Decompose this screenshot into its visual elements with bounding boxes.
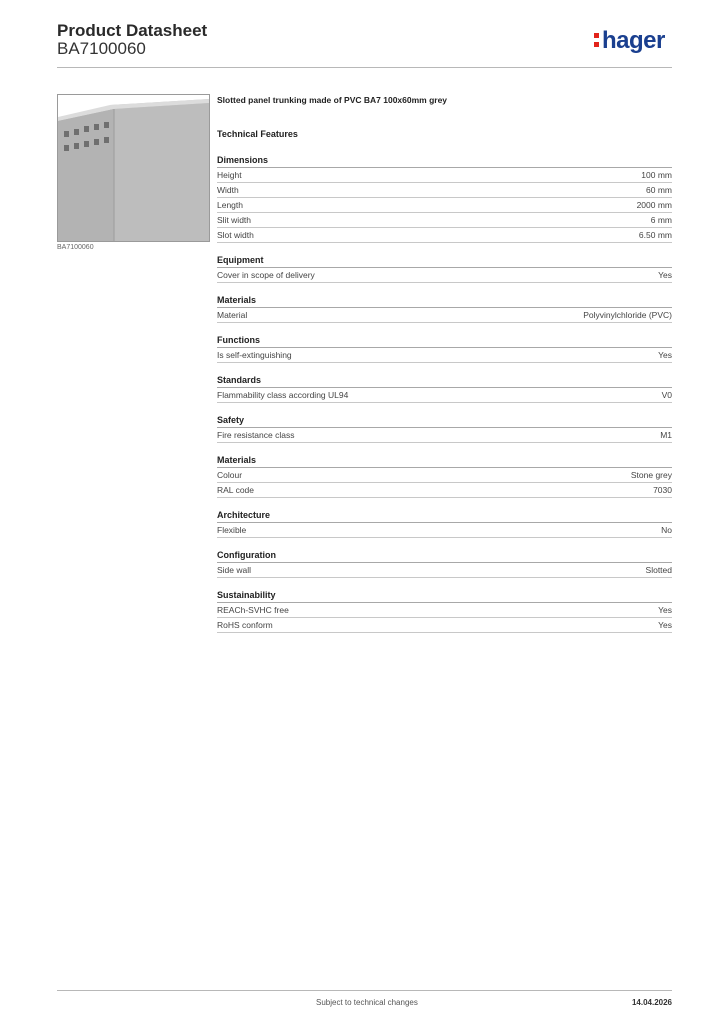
section-title: Configuration (217, 538, 672, 563)
spec-value: 2000 mm (636, 200, 672, 210)
spec-row (217, 198, 672, 213)
section-architecture (217, 498, 672, 538)
spec-value: 60 mm (646, 185, 672, 195)
spec-label: Side wall (217, 565, 252, 575)
footer-date: 14.04.2026 (631, 998, 672, 1007)
spec-row (217, 213, 672, 228)
spec-label: RoHS conform (217, 620, 273, 630)
header-divider (57, 67, 672, 68)
product-title: Slotted panel trunking made of PVC BA7 100x60mm grey (217, 95, 448, 105)
spec-row (217, 468, 672, 483)
datasheet-content (217, 95, 672, 633)
section-materials (217, 443, 672, 498)
spec-row (217, 618, 672, 633)
section-title: Safety (217, 403, 672, 428)
spec-row (217, 168, 672, 183)
spec-value: Yes (658, 270, 672, 280)
spec-label: Length (217, 200, 243, 210)
section-title: Functions (217, 323, 672, 348)
section-dimensions (217, 143, 672, 243)
footer-note: Subject to technical changes (316, 998, 418, 1007)
spec-label: Height (217, 170, 242, 180)
section-title: Sustainability (217, 578, 672, 603)
spec-label: Cover in scope of delivery (217, 270, 315, 280)
spec-label: Slit width (217, 215, 252, 225)
section-equipment (217, 243, 672, 283)
spec-value: 100 mm (641, 170, 672, 180)
spec-row (217, 483, 672, 498)
spec-label: Material (217, 310, 248, 320)
spec-row (217, 428, 672, 443)
logo-text: hager (602, 27, 665, 54)
image-caption: BA7100060 (57, 244, 94, 251)
page-title: Product Datasheet (57, 21, 208, 40)
spec-value: V0 (661, 390, 672, 400)
section-configuration (217, 538, 672, 578)
spec-value: M1 (660, 430, 672, 440)
section-title: Architecture (217, 498, 672, 523)
spec-row (217, 308, 672, 323)
spec-value: Slotted (645, 565, 672, 575)
spec-value: Yes (658, 605, 672, 615)
spec-label: REACh-SVHC free (217, 605, 289, 615)
product-code: BA7100060 (57, 39, 146, 58)
section-sustainability (217, 578, 672, 633)
product-image (57, 94, 210, 242)
feature-sections (217, 143, 672, 633)
section-title: Standards (217, 363, 672, 388)
section-functions (217, 323, 672, 363)
spec-row (217, 523, 672, 538)
trunking-illustration-icon (58, 95, 209, 241)
section-materials (217, 283, 672, 323)
spec-value: Stone grey (630, 470, 672, 480)
spec-label: Flexible (217, 525, 247, 535)
spec-label: Colour (217, 470, 243, 480)
spec-label: Flammability class according UL94 (217, 390, 349, 400)
spec-row (217, 603, 672, 618)
hager-logo (594, 27, 665, 55)
spec-value: No (661, 525, 672, 535)
spec-value: 6 mm (650, 215, 672, 225)
spec-label: Is self-extinguishing (217, 350, 292, 360)
section-title: Dimensions (217, 143, 672, 168)
spec-value: Yes (658, 350, 672, 360)
logo-colon-icon (594, 27, 600, 47)
section-title: Materials (217, 443, 672, 468)
spec-row (217, 183, 672, 198)
spec-row (217, 268, 672, 283)
section-title: Equipment (217, 243, 672, 268)
spec-label: Width (217, 185, 239, 195)
spec-row (217, 348, 672, 363)
spec-label: Fire resistance class (217, 430, 295, 440)
technical-features-heading: Technical Features (217, 129, 298, 139)
spec-row (217, 563, 672, 578)
spec-value: Polyvinylchloride (PVC) (583, 310, 672, 320)
spec-value: 6.50 mm (638, 230, 672, 240)
spec-value: Yes (658, 620, 672, 630)
section-safety (217, 403, 672, 443)
spec-label: Slot width (217, 230, 254, 240)
footer-divider (57, 990, 672, 991)
spec-label: RAL code (217, 485, 255, 495)
spec-row (217, 228, 672, 243)
spec-row (217, 388, 672, 403)
section-title: Materials (217, 283, 672, 308)
section-standards (217, 363, 672, 403)
spec-value: 7030 (653, 485, 672, 495)
